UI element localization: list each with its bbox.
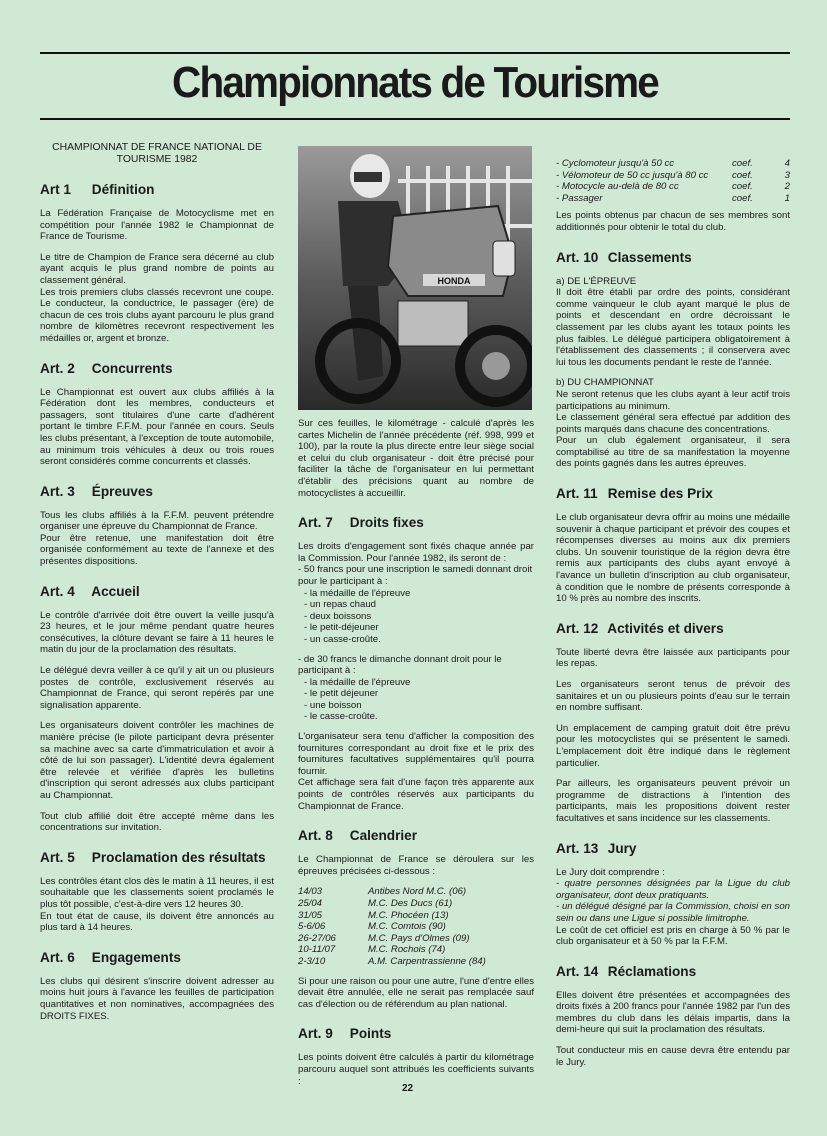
- list-item: - la médaille de l'épreuve: [304, 587, 411, 599]
- art-8-heading: Art. 8 Calendrier: [298, 828, 418, 844]
- paragraph: Les organisateurs seront tenus de prévoir des sanitaires et un ou plusieurs points d'eau sur le terrain en nombre suffisant.: [556, 679, 790, 714]
- list-item: - un repas chaud: [304, 599, 376, 611]
- list-item: - un casse-croûte.: [304, 633, 381, 645]
- art-3-heading: Art. 3 Épreuves: [40, 483, 153, 499]
- list-item: - le petit déjeuner: [304, 688, 379, 700]
- calendar-row: 10-11/07 M.C. Rochois (74): [298, 944, 446, 956]
- paragraph: Tout club affilié doit être accepté même dans les concentrations sur invitation.: [40, 810, 274, 834]
- paragraph: Le classement général sera effectué par addition des points marqués dans chacune des concentrations.: [556, 412, 790, 435]
- list-item: - quatre personnes désignées par la Ligue du club organisateur, dont deux pratiquants.: [556, 878, 790, 901]
- paragraph: Cet affichage sera fait d'une façon très apparente aux points de contrôles réservés aux participants du Championnat de France.: [298, 777, 534, 812]
- coef-row: - Motocycle au-delà de 80 cc coef. 2: [556, 181, 790, 193]
- coef-row: - Cyclomoteur jusqu'à 50 cc coef. 4: [556, 158, 790, 169]
- paragraph: Pour un club également organisateur, il sera comptabilisé au titre de sa manifestation la moyenne des points gagnés dans les autres épreuves.: [556, 435, 790, 470]
- column-1: [40, 140, 274, 1031]
- calendar-row: 26-27/06 M.C. Pays d'Olmes (09): [298, 932, 470, 944]
- fees-list-saturday: [298, 564, 534, 645]
- subheading: a) DE L'ÉPREUVE: [556, 275, 637, 287]
- motorcycle-photo: [298, 146, 532, 410]
- paragraph: Pour être retenue, une manifestation doit être organisée conformément au texte de l'annexe et des présentes dispositions.: [40, 532, 274, 568]
- paragraph: Le Jury doit comprendre :: [556, 866, 665, 878]
- paragraph: Elles doivent être présentées et accompagnées des droits fixés à 200 francs pour l'année 1982 par l'un des membres du club dans les délais impartis, dans la demi-heure qui suit la proclamation des résultats.: [556, 989, 790, 1036]
- art-4-heading: Art. 4 Accueil: [40, 583, 140, 599]
- subheading: b) DU CHAMPIONNAT: [556, 377, 654, 389]
- art-9-heading: Art. 9 Points: [298, 1026, 392, 1042]
- championship-title: CHAMPIONNAT DE FRANCE NATIONAL DE TOURISME 1982: [52, 142, 262, 165]
- art-7-heading: Art. 7 Droits fixes: [298, 515, 424, 531]
- page-number: 22: [402, 1083, 414, 1094]
- paragraph: Le Championnat de France se déroulera sur les épreuves précisées ci-dessous :: [298, 854, 534, 877]
- art-11-heading: Art. 11 Remise des Prix: [556, 486, 713, 502]
- list-item: - un délégué désigné par la Commission, choisi en son sein ou dans une Ligue si possible limitrophe.: [556, 901, 790, 924]
- art-5-heading: Art. 5 Proclamation des résultats: [40, 849, 266, 865]
- coef-row: - Passager coef. 1: [556, 192, 790, 204]
- column-2: [298, 140, 534, 1096]
- paragraph: Tous les clubs affiliés à la F.F.M. peuvent prétendre organiser une épreuve du Championnat de France.: [40, 509, 274, 533]
- paragraph: Le titre de Champion de France sera décerné au club ayant acquis le plus grand nombre de points au classement général.: [40, 251, 274, 286]
- paragraph: Les contrôles étant clos dès le matin à 11 heures, il est souhaitable que les classements soient proclamés le plus tôt possible, c'est-à-dire vers 12 heures 30.: [40, 875, 274, 910]
- paragraph: Par ailleurs, les organisateurs peuvent prévoir un programme de distractions à l'intention des participants, mais les propositions doivent rester facultatives et sans incidence sur les classements.: [556, 778, 790, 824]
- motorcycle-rider-image: [298, 146, 532, 410]
- list-item: - deux boissons: [304, 610, 372, 622]
- art-1-heading: Art 1 Définition: [40, 182, 155, 197]
- paragraph: Le Championnat est ouvert aux clubs affiliés à la Fédération dont les membres, conducteurs et passagers, sont titulaires d'une carte d'adhérent portant le timbre F.F.M. pour l'année en cours. Seuls les clubs présentant, à l'exception de toute automobile, au minimum trois véhicules à deux ou trois roues seront considérés comme concurrents et classés.: [40, 386, 274, 468]
- calendar-row: 31/05 M.C. Phocéen (13): [298, 909, 449, 921]
- calendar-row: 2-3/10 A.M. Carpentrassienne (84): [298, 955, 486, 967]
- coefficients-list: [556, 158, 790, 204]
- art-2-heading: Art. 2 Concurrents: [40, 360, 173, 376]
- photo-caption: Sur ces feuilles, le kilométrage - calculé d'après les cartes Michelin de l'année précédente (réf. 998, 999 et 100), par la route la plus directe entre leur siège social et celui du club organisateur - doit être précisé pour faciliter la tâche de l'organisateur en lui permettant d'établir des précisions quant au nombre de motocyclistes à accueillir.: [298, 418, 534, 499]
- list-item: - le petit-déjeuner: [304, 622, 379, 634]
- page-title: Championnats de Tourisme: [172, 58, 658, 107]
- paragraph: Toute liberté devra être laissée aux participants pour les repas.: [556, 646, 790, 670]
- list-item: - 50 francs pour une inscription le samedi donnant droit pour le participant à :: [298, 564, 533, 587]
- paragraph: Tout conducteur mis en cause devra être entendu par le Jury.: [556, 1045, 790, 1068]
- calendar-list: [298, 886, 534, 967]
- paragraph: Les clubs qui désirent s'inscrire doivent adresser au moins huit jours à l'avance les feuilles de participation quantitatives et non nominatives, accompagnées des DROITS FIXES.: [40, 975, 274, 1022]
- paragraph: L'organisateur sera tenu d'afficher la composition des fournitures correspondant au droit fixe et le prix des fournitures facultatives supplémentaires qu'il pourra fournir.: [298, 731, 534, 777]
- paragraph: Les droits d'engagement sont fixés chaque année par la Commission. Pour l'année 1982, ils seront de :: [298, 541, 534, 564]
- calendar-row: 5-6/06 M.C. Comtois (90): [298, 921, 446, 933]
- paragraph: Les trois premiers clubs classés recevront une coupe. Le conducteur, la conductrice, le passager (ère) de chacun de ces trois clubs ayant parcouru le plus grand nombre de kilomètres recevront respectivement les médailles or, argent et bronze.: [40, 286, 274, 344]
- paragraph: Le délégué devra veiller à ce qu'il y ait un ou plusieurs postes de contrôle, exclusivement réservés au Championnat de France, qui seront repérés par une signalisation apparente.: [40, 665, 274, 711]
- honda-logo-text: HONDA: [437, 276, 471, 286]
- top-rule: [40, 52, 790, 54]
- paragraph: Si pour une raison ou pour une autre, l'une d'entre elles devait être annulée, elle ne serait pas remplacée sauf cas d'élection ou de référendum au plan national.: [298, 975, 534, 1010]
- fees-list-sunday: [298, 654, 534, 724]
- art-14-heading: Art. 14 Réclamations: [556, 963, 697, 979]
- coef-row: - Vélomoteur de 50 cc jusqu'à 80 cc coef. 3: [556, 169, 790, 181]
- art-12-heading: Art. 12 Activités et divers: [556, 620, 724, 636]
- list-item: - une boisson: [304, 699, 362, 711]
- paragraph: En tout état de cause, ils doivent être annoncés au plus tard à 14 heures.: [40, 910, 274, 934]
- list-item: - de 30 francs le dimanche donnant droit pour le participant à :: [298, 653, 502, 677]
- paragraph: Ne seront retenus que les clubs ayant à leur actif trois participations au minimum.: [556, 388, 790, 412]
- list-item: - le casse-croûte.: [304, 711, 378, 723]
- paragraph: Il doit être établi par ordre des points, considérant comme vainqueur le club ayant marqué le plus de points et descendant en ordre décroissant le classement par les clubs ayant les totaux points les plus faibles. Le délégué participera obligatoirement à l'établissement des classements ; il conservera avec lui tous les documents pendant le reste de l'année.: [556, 287, 790, 368]
- paragraph: Le club organisateur devra offrir au moins une médaille souvenir à chaque participant et prévoir des coupes et récompenses diverses au moins aux dix premiers clubs. Un souvenir touristique de la région devra être remis aux participants des clubs ayant envoyé à l'avance un bulletin d'inscription au club organisateur, à condition que le nombre de présents corresponde à 10 % près au nombre des inscrits.: [556, 512, 790, 605]
- art-6-heading: Art. 6 Engagements: [40, 949, 181, 965]
- column-3: [556, 140, 790, 1077]
- list-item: - la médaille de l'épreuve: [304, 676, 411, 688]
- bottom-rule: [40, 118, 790, 120]
- paragraph: Un emplacement de camping gratuit doit être prévu pour les motocyclistes qui se présentent le samedi. L'emplacement doit être indiqué dans le règlement particulier.: [556, 722, 790, 769]
- paragraph: Le contrôle d'arrivée doit être ouvert la veille jusqu'à 23 heures, et le jour même pendant quatre heures consécutives, la clôture devant se faire à 11 heures le matin du jour de la proclamation des résultats.: [40, 609, 274, 656]
- calendar-row: 25/04 M.C. Des Ducs (61): [298, 898, 453, 909]
- art-10-heading: Art. 10 Classements: [556, 249, 692, 265]
- paragraph: La Fédération Française de Motocyclisme met en compétition pour l'année 1982 le Championnat de France de Tourisme.: [40, 208, 274, 243]
- art-13-heading: Art. 13 Jury: [556, 840, 637, 856]
- paragraph: Les points doivent être calculés à partir du kilométrage parcouru auquel sont attribués les coefficients suivants :: [298, 1052, 534, 1087]
- calendar-row: 14/03 Antibes Nord M.C. (06): [298, 886, 467, 898]
- paragraph: Le coût de cet officiel est pris en charge à 50 % par le club organisateur et à 50 % par la F.F.M.: [556, 924, 790, 948]
- paragraph: Les organisateurs doivent contrôler les machines de manière précise (le pilote participant devra présenter sa machine avec sa carte d'immatriculation et avoir à côté de lui son passager). L'identité devra également être relevée et vérifiée d'après les bulletins d'inscription qui seront adressés aux clubs participant au Championnat.: [40, 720, 274, 801]
- paragraph: Les points obtenus par chacun de ses membres sont additionnés pour obtenir le total du club.: [556, 210, 790, 233]
